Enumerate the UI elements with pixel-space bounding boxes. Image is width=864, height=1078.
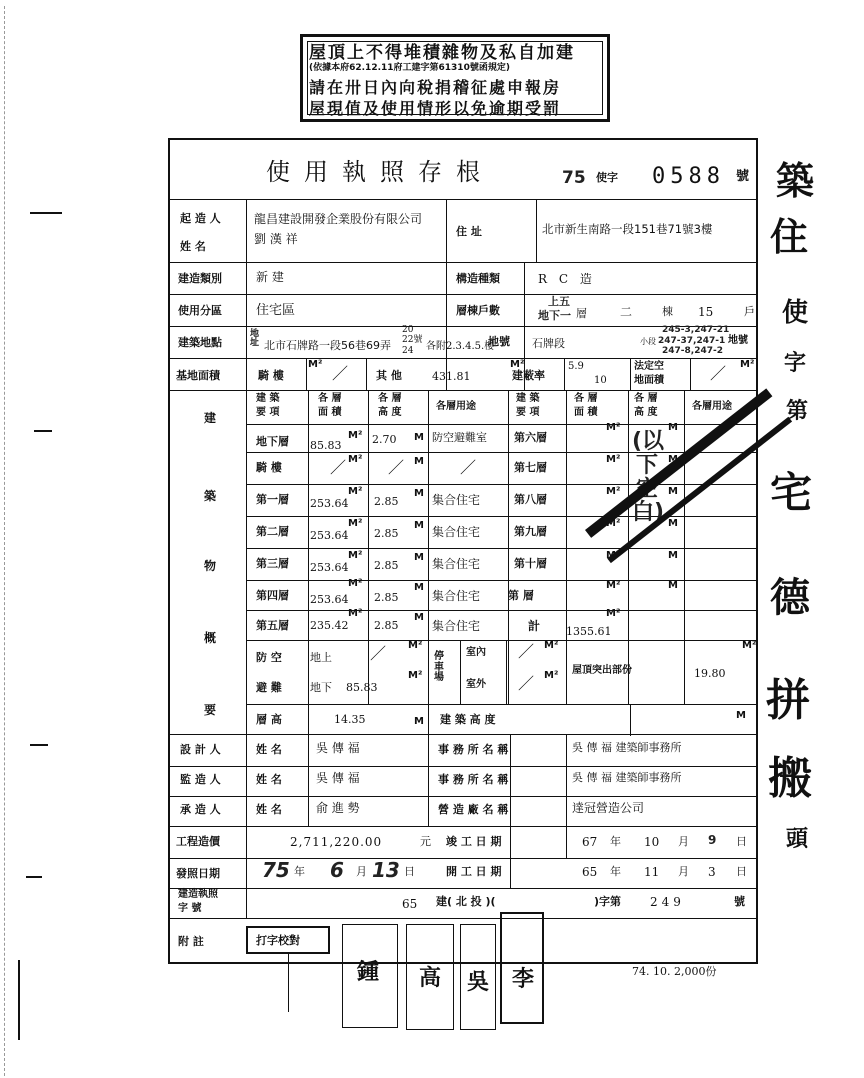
floor-name: 騎 樓: [256, 461, 282, 474]
floor-height: 2.85: [374, 559, 399, 572]
floor-name: 第七層: [514, 461, 547, 474]
issue-day-word: 日: [404, 865, 415, 878]
structure-label: 構造種類: [456, 272, 500, 285]
completion-month-word: 月: [678, 835, 689, 848]
floor-name: 第五層: [256, 619, 289, 632]
designer-office: 吳 傳 福 建築師事務所: [572, 741, 682, 754]
type-label: 建造類別: [178, 272, 222, 285]
unit-m: M: [414, 582, 424, 593]
floor-word: 層: [576, 307, 587, 320]
site-label: 建築地點: [178, 336, 222, 349]
unit-m2: M²: [510, 359, 525, 370]
lot-tail: 地號: [728, 335, 748, 346]
site-address: 北市石牌路一段56巷69弄: [264, 339, 391, 352]
unit-m: M: [414, 432, 424, 443]
supervisor-label: 監 造 人: [180, 773, 221, 786]
shelter-below-label: 地下: [310, 681, 332, 694]
lot-label: 地號: [488, 335, 510, 348]
floor-area: 253.64: [310, 497, 349, 510]
cost-unit: 元: [420, 835, 431, 848]
floor-area: 253.64: [310, 593, 349, 606]
permit-year: 65: [402, 897, 418, 911]
start-year-word: 年: [610, 865, 621, 878]
section-label-5: 要: [204, 703, 217, 717]
seal-3-char: 吳: [467, 970, 490, 995]
roof-value: 19.80: [694, 667, 726, 680]
license-word: 使字: [596, 171, 618, 184]
site-area-label: 基地面積: [176, 369, 220, 382]
designer-office-label: 事 務 所 名 稱: [438, 743, 509, 756]
designer-name: 吳 傳 福: [316, 741, 360, 755]
floor-name: 第八層: [514, 493, 547, 506]
builder-company: 龍昌建設開發企業股份有限公司: [254, 212, 423, 226]
parking-indoor-value: ／: [518, 642, 535, 661]
cost-value: 2,711,220.00: [290, 835, 383, 849]
hdr-use-right: 各層用途: [692, 401, 732, 412]
blank-note: (以下空白): [632, 429, 665, 526]
contractor-firm-label: 營 造 廠 名 稱: [438, 803, 509, 816]
usage-license-form: [168, 138, 758, 964]
issue-year-word: 年: [294, 865, 305, 878]
stamp-line-4: 屋現值及使用情形以免逾期受罰: [309, 99, 562, 118]
warning-stamp: [300, 34, 610, 122]
hdr-item-1: 建 築: [256, 393, 280, 404]
lot-number-2: 247-37,247-1: [658, 336, 726, 346]
designer-label: 設 計 人: [180, 743, 221, 756]
buildings-count: 二: [620, 305, 633, 319]
hdr-use: 各層用途: [436, 401, 476, 412]
floor-name: 第六層: [514, 431, 547, 444]
contractor-label: 承 造 人: [180, 803, 221, 816]
edge-char: 第: [786, 399, 809, 424]
floor-height: 2.85: [374, 527, 399, 540]
roof-label: 屋頂突出部份: [572, 665, 632, 676]
unit-m2: M²: [408, 640, 423, 651]
floor-height: 2.85: [374, 495, 399, 508]
edge-char: 築: [776, 159, 815, 203]
unit-m2: M²: [308, 359, 323, 370]
completion-day-word: 日: [736, 835, 747, 848]
floor-use: 集合住宅: [432, 619, 481, 633]
open-space-label-1: 法定空: [634, 361, 664, 372]
supervisor-office-label: 事 務 所 名 稱: [438, 773, 509, 786]
unit-m: M: [668, 518, 678, 529]
form-title: 使用執照存根: [266, 158, 494, 186]
permit-label-2: 字 號: [178, 903, 202, 914]
unit-m2: M²: [606, 550, 621, 561]
hdr-area-2: 面 積: [318, 407, 342, 418]
floor-height-value: 14.35: [334, 713, 366, 726]
permit-text: 建( 北 投 )(: [436, 895, 496, 908]
unit-m2: M²: [348, 518, 363, 529]
unit-m: M: [668, 454, 678, 465]
issue-year: 75: [262, 858, 290, 882]
hdr-height-2-right: 高 度: [634, 407, 658, 418]
license-number: 0588: [652, 164, 725, 189]
edge-char: 拼: [766, 675, 810, 726]
open-space-value: ／: [710, 364, 727, 383]
contractor-name-label: 姓 名: [256, 803, 282, 816]
completion-day: 9: [708, 833, 717, 847]
stamp-line-1: 屋頂上不得堆積雜物及私自加建: [309, 43, 575, 63]
seal-4: [500, 912, 544, 1024]
lot-number-1: 245-3,247-21: [662, 325, 730, 335]
unit-m: M: [736, 710, 746, 721]
hdr-item-1-right: 建 築: [516, 393, 540, 404]
stamp-line-3: 請在卅日內向稅捐稽征處申報房: [309, 78, 562, 97]
unit-m2: M²: [348, 578, 363, 589]
total-value: 1355.61: [566, 625, 612, 638]
supervisor-name: 吳 傳 福: [316, 771, 360, 785]
note-label: 附 註: [178, 935, 204, 948]
open-space-label-2: 地面積: [634, 375, 664, 386]
coverage-den: 10: [594, 375, 607, 386]
hdr-height-2: 高 度: [378, 407, 402, 418]
lot-number-3: 247-8,247-2: [662, 346, 723, 356]
lot-sub: 小段: [640, 337, 656, 346]
site-no-a: 20: [402, 325, 414, 335]
section-label-3: 物: [204, 559, 217, 573]
seal-3: [460, 924, 496, 1030]
unit-m2: M²: [348, 550, 363, 561]
floor-name: 第十層: [514, 557, 547, 570]
address-label: 住 址: [456, 225, 482, 238]
seal-2: [406, 924, 454, 1030]
unit-m2: M²: [544, 670, 559, 681]
unit-m2: M²: [348, 486, 363, 497]
unit-m: M: [414, 488, 424, 499]
contractor-firm: 達冠營造公司: [572, 801, 645, 815]
edge-char: 使: [782, 298, 809, 328]
unit-m: M: [414, 716, 424, 727]
lot-section: 石牌段: [532, 337, 565, 350]
permit-suffix: 號: [734, 895, 745, 908]
section-label-4: 概: [204, 631, 217, 645]
builder-label-1: 起 造 人: [180, 212, 221, 225]
floor-area: 253.64: [310, 529, 349, 542]
start-day: 3: [708, 865, 716, 879]
units-count: 15: [698, 305, 714, 319]
unit-m2: M²: [408, 670, 423, 681]
site-address-label: 地址: [250, 329, 260, 348]
floors-above: 上五: [548, 295, 570, 308]
edge-char: 頭: [786, 827, 809, 852]
shelter-label-1: 防 空: [256, 651, 282, 664]
issue-day: 13: [372, 858, 400, 882]
shelter-below-value: 85.83: [346, 681, 378, 694]
stamp-line-2: (依據本府62.12.11府工建字第61310號函規定): [309, 63, 510, 73]
zone-label: 使用分區: [178, 304, 222, 317]
seal-1-char: 鍾: [357, 960, 380, 985]
edge-char: 德: [770, 575, 810, 621]
edge-char: 住: [770, 215, 809, 259]
start-year: 65: [582, 865, 598, 879]
proofread-stamp-text: 打字校對: [256, 934, 300, 947]
issue-month-word: 月: [356, 865, 367, 878]
parking-outdoor-label: 室外: [466, 679, 486, 690]
license-suffix: 號: [736, 169, 750, 184]
edge-char: 搬: [768, 753, 812, 804]
structure-value: R C 造: [538, 272, 596, 286]
unit-m2: M²: [348, 608, 363, 619]
start-day-word: 日: [736, 865, 747, 878]
floor-height-label: 層 高: [256, 713, 282, 726]
contractor-name: 俞 進 勢: [316, 801, 360, 815]
unit-m2: M²: [606, 580, 621, 591]
parking-outdoor-value: ／: [518, 674, 535, 693]
completion-month: 10: [644, 835, 660, 849]
coverage-label: 建蔽率: [512, 369, 545, 382]
floor-use: ／: [460, 458, 477, 477]
floor-height: ／: [388, 458, 405, 477]
floor-use: 集合住宅: [432, 589, 481, 603]
type-value: 新 建: [256, 270, 284, 284]
shelter-label-2: 避 難: [256, 681, 282, 694]
permit-text-2: )字第: [594, 895, 622, 908]
supervisor-name-label: 姓 名: [256, 773, 282, 786]
hdr-item-2-right: 要 項: [516, 407, 540, 418]
unit-m2: M²: [606, 608, 621, 619]
building-word: 棟: [662, 305, 673, 318]
floor-height: 2.70: [372, 433, 397, 446]
unit-m: M: [414, 520, 424, 531]
designer-name-label: 姓 名: [256, 743, 282, 756]
permit-label-1: 建造執照: [178, 889, 218, 900]
edge-char: 字: [784, 351, 807, 376]
start-date-label: 開 工 日 期: [446, 865, 502, 878]
unit-word: 戶: [744, 305, 755, 318]
floor-area: 253.64: [310, 561, 349, 574]
unit-m2: M²: [544, 640, 559, 651]
unit-m: M: [414, 456, 424, 467]
builder-address: 北市新生南路一段151巷71號3樓: [542, 222, 713, 236]
seal-4-char: 李: [512, 967, 535, 992]
completion-year-word: 年: [610, 835, 621, 848]
section-label-1: 建: [204, 411, 217, 425]
proofread-stamp: [246, 926, 330, 954]
unit-m2: M²: [740, 359, 755, 370]
permit-number: 249: [650, 895, 685, 909]
hdr-item-2: 要 項: [256, 407, 280, 418]
section-label-2: 築: [204, 489, 217, 503]
seal-2-char: 高: [419, 966, 442, 991]
parking-label: 停車場: [434, 651, 444, 683]
floor-name: 第三層: [256, 557, 289, 570]
unit-m: M: [414, 552, 424, 563]
floor-name: 地下層: [256, 435, 289, 448]
supervisor-office: 吳 傳 福 建築師事務所: [572, 771, 682, 784]
arcade-label: 騎 樓: [258, 369, 284, 382]
floor-height: 2.85: [374, 591, 399, 604]
arcade-value: ／: [332, 364, 349, 383]
parking-indoor-label: 室內: [466, 647, 486, 658]
start-month-word: 月: [678, 865, 689, 878]
coverage-num: 5.9: [568, 361, 584, 372]
other-value: 431.81: [432, 370, 471, 383]
unit-m: M: [668, 486, 678, 497]
floor-area: 235.42: [310, 619, 349, 632]
total-label: 計: [528, 619, 541, 633]
edge-char: 宅: [770, 468, 813, 517]
unit-m: M: [414, 612, 424, 623]
other-label: 其 他: [376, 369, 402, 382]
floor-name: 第 層: [508, 589, 534, 602]
license-prefix: 75: [562, 168, 586, 188]
completion-year: 67: [582, 835, 598, 849]
builder-person: 劉 漢 祥: [254, 232, 298, 246]
hdr-height-1-right: 各 層: [634, 393, 658, 404]
floor-name: 第四層: [256, 589, 289, 602]
site-no-b: 22號: [402, 335, 423, 345]
floor-area: 85.83: [310, 439, 342, 452]
unit-m2: M²: [606, 486, 621, 497]
floor-name: 第一層: [256, 493, 289, 506]
site-no-c: 24: [402, 346, 414, 356]
hdr-area-1-right: 各 層: [574, 393, 598, 404]
floor-use: 集合住宅: [432, 525, 481, 539]
floor-use: 集合住宅: [432, 557, 481, 571]
unit-m2: M²: [606, 454, 621, 465]
site-attached: 各附2.3.4.5.樓: [426, 341, 495, 352]
print-footer: 74. 10. 2,000份: [632, 965, 717, 978]
issue-month: 6: [330, 858, 344, 882]
builder-label-2: 姓 名: [180, 240, 206, 253]
floors-count-label: 層棟戶數: [456, 304, 500, 317]
hdr-area-2-right: 面 積: [574, 407, 598, 418]
building-height-label: 建 築 高 度: [440, 713, 496, 726]
unit-m: M: [668, 422, 678, 433]
zone-value: 住宅區: [256, 303, 296, 318]
floor-use: 集合住宅: [432, 493, 481, 507]
floor-use: 防空避難室: [432, 431, 487, 444]
completion-label: 竣 工 日 期: [446, 835, 502, 848]
issue-date-label: 發照日期: [176, 867, 220, 880]
start-month: 11: [644, 865, 660, 879]
shelter-above-value: ／: [370, 644, 387, 663]
unit-m2: M²: [606, 518, 621, 529]
hdr-area-1: 各 層: [318, 393, 342, 404]
unit-m2: M²: [742, 640, 757, 651]
cost-label: 工程造價: [176, 835, 220, 848]
unit-m: M: [668, 580, 678, 591]
shelter-above-label: 地上: [310, 651, 332, 664]
floor-name: 第二層: [256, 525, 289, 538]
hdr-height-1: 各 層: [378, 393, 402, 404]
floor-height: 2.85: [374, 619, 399, 632]
unit-m2: M²: [606, 422, 621, 433]
unit-m: M: [668, 550, 678, 561]
unit-m2: M²: [348, 454, 363, 465]
seal-1: [342, 924, 398, 1028]
unit-m2: M²: [348, 430, 363, 441]
floor-area: ／: [330, 458, 347, 477]
floor-name: 第九層: [514, 525, 547, 538]
floors-below: 地下一: [538, 309, 571, 322]
